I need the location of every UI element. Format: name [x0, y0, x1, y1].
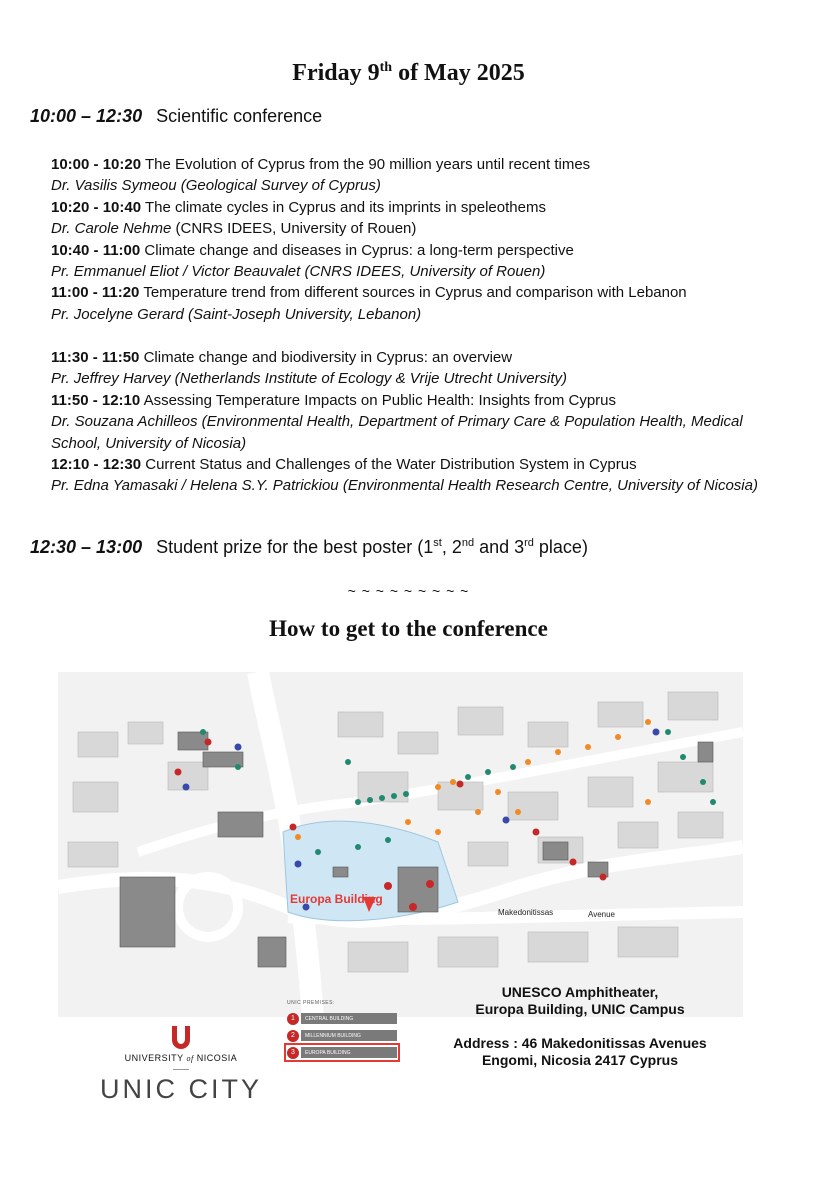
session-label: Student prize for the best poster (1st, 2nd and 3rd place) [156, 537, 588, 557]
talk-speaker: Dr. Souzana Achilleos (Environmental Health, Department of Primary Care & Population Health, Medical School, University of Nicosia) [51, 413, 743, 452]
legend-item-millennium: 2 MILLENNIUM BUILDING [287, 1029, 397, 1042]
talk-title-line: 11:50 - 12:10 Assessing Temperature Impacts on Public Health: Insights from Cyprus [51, 391, 617, 409]
street-label: Makedonitissas [498, 908, 554, 917]
talk-title-line: 12:10 - 12:30 Current Status and Challenges of the Water Distribution System in Cyprus [51, 456, 637, 474]
separator: ~ ~ ~ ~ ~ ~ ~ ~ ~ [347, 583, 470, 599]
page-title: Friday 9th of May 2025 [292, 60, 525, 86]
unic-logo [96, 1024, 266, 1105]
talk-list [51, 347, 791, 497]
talk-list [51, 154, 791, 325]
session-header [30, 106, 322, 127]
address-line: Address : 46 Makedonitissas Avenues [453, 1035, 707, 1051]
legend-heading: UNIC PREMISES: [287, 1000, 335, 1006]
university-name: UNIVERSITY of NICOSIA [124, 1053, 238, 1063]
talk-speaker: Pr. Emmanuel Eliot / Victor Beauvalet (CNRS IDEES, University of Rouen) [51, 263, 546, 281]
legend-item-europa: 3 EUROPA BUILDING [287, 1046, 397, 1059]
europa-building-label: Europa Building [290, 892, 383, 906]
talk-title-line: 10:20 - 10:40 The climate cycles in Cyprus and its imprints in speleothems [51, 198, 546, 216]
talk-speaker: Pr. Edna Yamasaki / Helena S.Y. Patrickiou (Environmental Health Research Centre, University of Nicosia) [51, 477, 758, 495]
talk-speaker: Pr. Jeffrey Harvey (Netherlands Institute of Ecology & Vrije Utrecht University) [51, 370, 568, 388]
premises-legend [287, 1000, 397, 1063]
session-time: 12:30 – 13:00 [30, 537, 143, 557]
street-label: Avenue [588, 910, 615, 919]
talk-title-line: 10:40 - 11:00 Climate change and diseases in Cyprus: a long-term perspective [51, 241, 574, 259]
venue-line: Europa Building, UNIC Campus [475, 1001, 685, 1017]
session-label: Scientific conference [156, 106, 323, 126]
session-time: 10:00 – 12:30 [30, 106, 143, 126]
logo-divider [173, 1069, 189, 1070]
talk-title-line: 10:00 - 10:20 The Evolution of Cyprus from the 90 million years until recent times [51, 156, 591, 173]
talk-speaker: Dr. Vasilis Symeou (Geological Survey of Cyprus) [51, 177, 381, 195]
venue-line: UNESCO Amphitheater, [501, 984, 659, 1000]
venue-info [430, 984, 730, 1069]
legend-item-central: 1 CENTRAL BUILDING [287, 1012, 397, 1025]
session-header [30, 537, 588, 558]
unic-city-wordmark: UNIC CITY [100, 1074, 262, 1104]
university-crest-icon [170, 1024, 192, 1050]
talk-title-line: 11:00 - 11:20 Temperature trend from different sources in Cyprus and comparison with Lebanon [51, 284, 687, 302]
talk-speaker: Dr. Carole Nehme (CNRS IDEES, University of Rouen) [51, 220, 417, 238]
section-title: How to get to the conference [269, 616, 548, 641]
address-line: Engomi, Nicosia 2417 Cyprus [481, 1052, 679, 1068]
talk-title-line: 11:30 - 11:50 Climate change and biodiversity in Cyprus: an overview [51, 349, 513, 366]
talk-speaker: Pr. Jocelyne Gerard (Saint-Joseph University, Lebanon) [51, 305, 422, 323]
